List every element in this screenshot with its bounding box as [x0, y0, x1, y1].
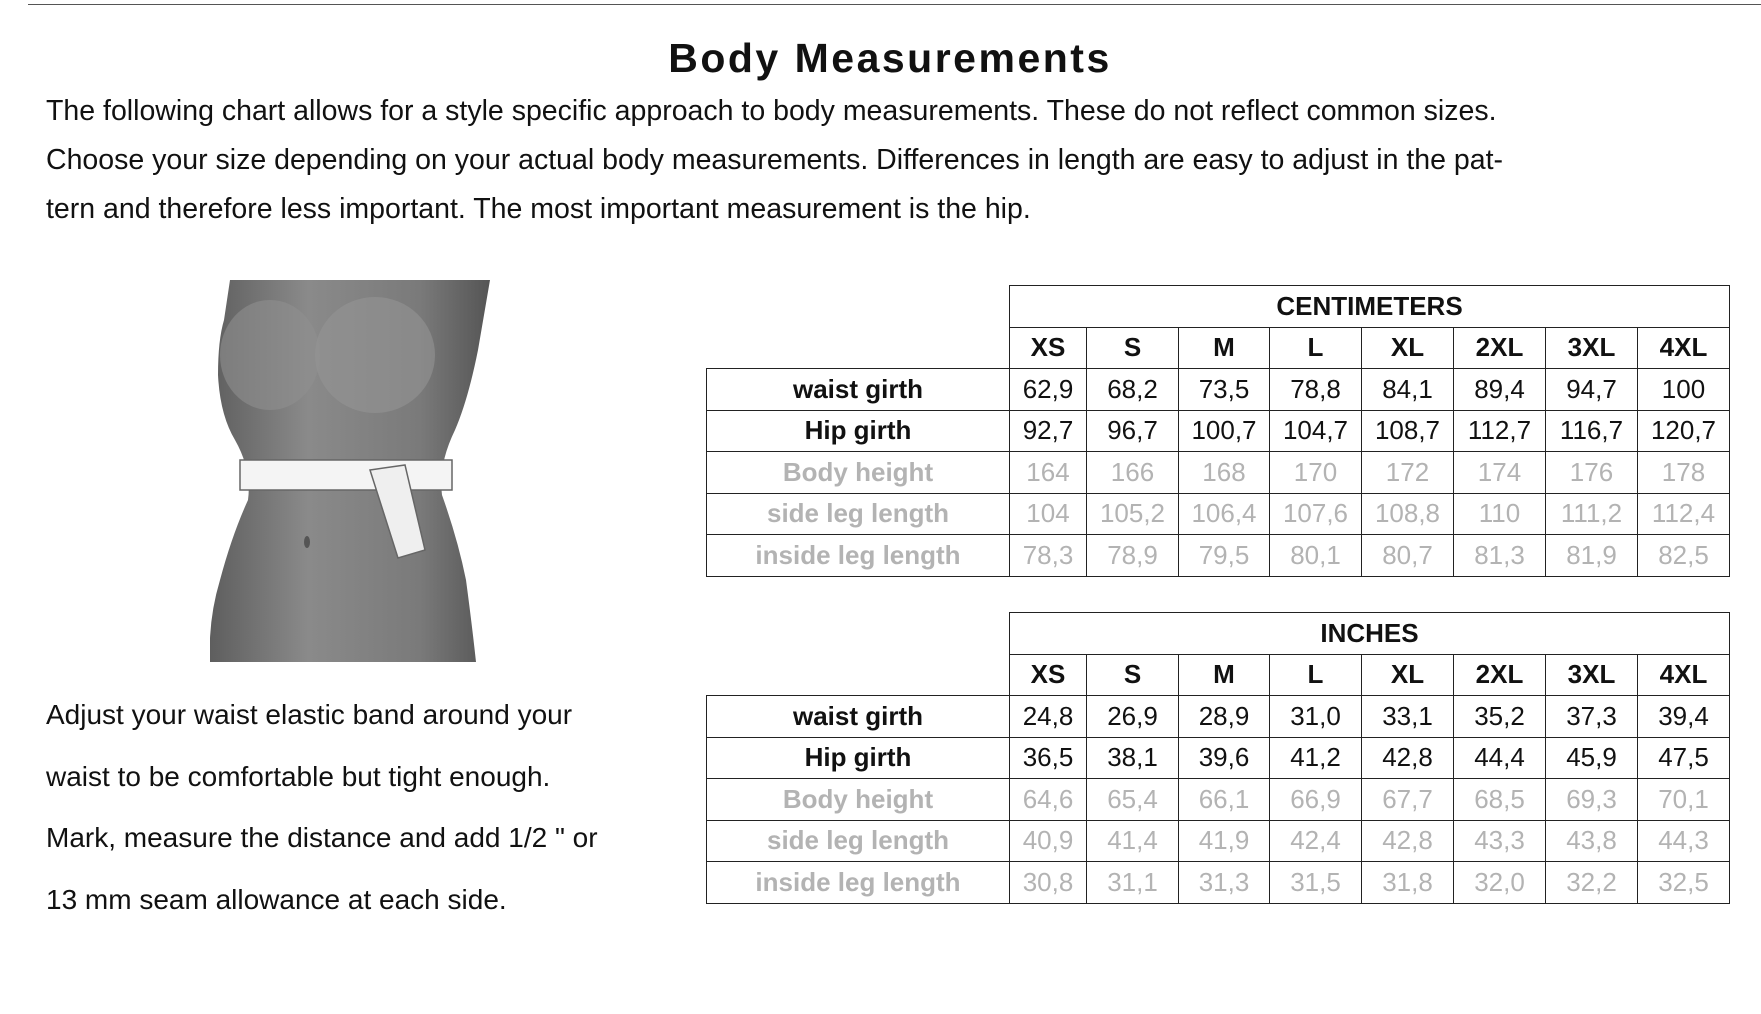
table-cell: 78,8	[1270, 369, 1362, 411]
table-cell: 104,7	[1270, 410, 1362, 452]
size-header-4xl: 4XL	[1638, 327, 1730, 369]
table-cell: 38,1	[1087, 737, 1179, 779]
centimeters-size-table	[706, 285, 1730, 577]
size-header-row	[707, 654, 1730, 696]
row-label: inside leg length	[707, 862, 1010, 904]
table-row	[707, 862, 1730, 904]
page-title: Body Measurements	[668, 35, 1112, 82]
size-header-3xl: 3XL	[1546, 327, 1638, 369]
table-cell: 106,4	[1179, 493, 1270, 535]
table-cell: 35,2	[1454, 696, 1546, 738]
table-cell: 31,8	[1362, 862, 1454, 904]
table-cell: 41,9	[1179, 820, 1270, 862]
row-label: side leg length	[707, 493, 1010, 535]
table-cell: 92,7	[1010, 410, 1087, 452]
table-cell: 64,6	[1010, 779, 1087, 821]
table-row	[707, 779, 1730, 821]
table-cell: 62,9	[1010, 369, 1087, 411]
waistband-note	[46, 684, 686, 930]
table-cell: 24,8	[1010, 696, 1087, 738]
table-cell: 69,3	[1546, 779, 1638, 821]
table-cell: 107,6	[1270, 493, 1362, 535]
chest-left-shape	[220, 300, 320, 410]
table-cell: 68,5	[1454, 779, 1546, 821]
table-cell: 31,5	[1270, 862, 1362, 904]
note-line: 13 mm seam allowance at each side.	[46, 883, 507, 915]
table-cell: 30,8	[1010, 862, 1087, 904]
table-row	[707, 696, 1730, 738]
top-rule	[28, 4, 1761, 5]
table-cell: 94,7	[1546, 369, 1638, 411]
row-label: inside leg length	[707, 535, 1010, 577]
chest-right-shape	[315, 297, 435, 413]
size-header-3xl: 3XL	[1546, 654, 1638, 696]
table-cell: 168	[1179, 452, 1270, 494]
table-cell: 170	[1270, 452, 1362, 494]
table-cell: 42,8	[1362, 737, 1454, 779]
size-header-4xl: 4XL	[1638, 654, 1730, 696]
table-cell: 39,6	[1179, 737, 1270, 779]
table-cell: 112,4	[1638, 493, 1730, 535]
row-label: Body height	[707, 452, 1010, 494]
table-cell: 31,0	[1270, 696, 1362, 738]
table-cell: 39,4	[1638, 696, 1730, 738]
unit-header: CENTIMETERS	[1010, 286, 1730, 328]
size-header-row	[707, 327, 1730, 369]
table-cell: 65,4	[1087, 779, 1179, 821]
table-row	[707, 452, 1730, 494]
inches-size-table	[706, 612, 1730, 904]
table-cell: 31,3	[1179, 862, 1270, 904]
table-cell: 96,7	[1087, 410, 1179, 452]
size-header-s: S	[1087, 654, 1179, 696]
row-label: Hip girth	[707, 410, 1010, 452]
table-cell: 105,2	[1087, 493, 1179, 535]
torso-illustration	[210, 280, 490, 662]
intro-paragraph	[46, 87, 1746, 234]
table-cell: 78,3	[1010, 535, 1087, 577]
table-cell: 33,1	[1362, 696, 1454, 738]
table-cell: 81,9	[1546, 535, 1638, 577]
table-cell: 41,2	[1270, 737, 1362, 779]
intro-line: Choose your size depending on your actual body measurements. Differences in length are easy to adjust in the pat-	[46, 144, 1504, 176]
table-row	[707, 535, 1730, 577]
size-header-l: L	[1270, 654, 1362, 696]
table-cell: 73,5	[1179, 369, 1270, 411]
table-cell: 174	[1454, 452, 1546, 494]
size-header-l: L	[1270, 327, 1362, 369]
unit-header-row	[707, 613, 1730, 655]
blank-corner	[707, 613, 1010, 655]
table-cell: 31,1	[1087, 862, 1179, 904]
table-row	[707, 369, 1730, 411]
table-cell: 70,1	[1638, 779, 1730, 821]
row-label: Hip girth	[707, 737, 1010, 779]
table-cell: 110	[1454, 493, 1546, 535]
table-cell: 108,8	[1362, 493, 1454, 535]
waistband-shape	[240, 460, 452, 490]
table-cell: 81,3	[1454, 535, 1546, 577]
table-cell: 67,7	[1362, 779, 1454, 821]
navel-shape	[304, 536, 310, 548]
table-cell: 164	[1010, 452, 1087, 494]
table-cell: 82,5	[1638, 535, 1730, 577]
table-cell: 43,3	[1454, 820, 1546, 862]
intro-line: The following chart allows for a style specific approach to body measurements. These do not reflect common sizes.	[46, 95, 1497, 127]
table-cell: 26,9	[1087, 696, 1179, 738]
row-label: waist girth	[707, 369, 1010, 411]
size-header-2xl: 2XL	[1454, 654, 1546, 696]
size-header-xl: XL	[1362, 654, 1454, 696]
intro-line: tern and therefore less important. The most important measurement is the hip.	[46, 193, 1031, 225]
table-cell: 176	[1546, 452, 1638, 494]
size-header-m: M	[1179, 654, 1270, 696]
blank-corner	[707, 327, 1010, 369]
size-header-xl: XL	[1362, 327, 1454, 369]
table-cell: 172	[1362, 452, 1454, 494]
table-cell: 42,8	[1362, 820, 1454, 862]
table-cell: 89,4	[1454, 369, 1546, 411]
table-cell: 100,7	[1179, 410, 1270, 452]
row-label: waist girth	[707, 696, 1010, 738]
table-cell: 116,7	[1546, 410, 1638, 452]
blank-corner	[707, 286, 1010, 328]
table-cell: 112,7	[1454, 410, 1546, 452]
table-row	[707, 820, 1730, 862]
table-cell: 178	[1638, 452, 1730, 494]
torso-with-waistband-illustration	[210, 280, 490, 662]
table-cell: 40,9	[1010, 820, 1087, 862]
size-header-xs: XS	[1010, 327, 1087, 369]
table-cell: 78,9	[1087, 535, 1179, 577]
table-cell: 166	[1087, 452, 1179, 494]
row-label: Body height	[707, 779, 1010, 821]
table-cell: 43,8	[1546, 820, 1638, 862]
table-cell: 68,2	[1087, 369, 1179, 411]
table-cell: 66,9	[1270, 779, 1362, 821]
table-row	[707, 493, 1730, 535]
table-cell: 36,5	[1010, 737, 1087, 779]
unit-header-row	[707, 286, 1730, 328]
table-cell: 108,7	[1362, 410, 1454, 452]
unit-header: INCHES	[1010, 613, 1730, 655]
table-row	[707, 410, 1730, 452]
size-header-xs: XS	[1010, 654, 1087, 696]
note-line: waist to be comfortable but tight enough.	[46, 760, 551, 792]
size-header-s: S	[1087, 327, 1179, 369]
table-cell: 37,3	[1546, 696, 1638, 738]
row-label: side leg length	[707, 820, 1010, 862]
table-row	[707, 737, 1730, 779]
blank-corner	[707, 654, 1010, 696]
size-header-2xl: 2XL	[1454, 327, 1546, 369]
table-cell: 66,1	[1179, 779, 1270, 821]
table-cell: 47,5	[1638, 737, 1730, 779]
table-cell: 111,2	[1546, 493, 1638, 535]
size-header-m: M	[1179, 327, 1270, 369]
table-cell: 32,5	[1638, 862, 1730, 904]
table-cell: 42,4	[1270, 820, 1362, 862]
table-cell: 41,4	[1087, 820, 1179, 862]
table-cell: 32,2	[1546, 862, 1638, 904]
table-cell: 84,1	[1362, 369, 1454, 411]
table-cell: 28,9	[1179, 696, 1270, 738]
table-cell: 80,1	[1270, 535, 1362, 577]
table-cell: 44,3	[1638, 820, 1730, 862]
table-cell: 79,5	[1179, 535, 1270, 577]
table-cell: 120,7	[1638, 410, 1730, 452]
note-line: Adjust your waist elastic band around your	[46, 699, 573, 730]
table-cell: 32,0	[1454, 862, 1546, 904]
table-cell: 45,9	[1546, 737, 1638, 779]
table-cell: 104	[1010, 493, 1087, 535]
table-cell: 100	[1638, 369, 1730, 411]
table-cell: 44,4	[1454, 737, 1546, 779]
note-line: Mark, measure the distance and add 1/2 " or	[46, 822, 598, 853]
table-cell: 80,7	[1362, 535, 1454, 577]
